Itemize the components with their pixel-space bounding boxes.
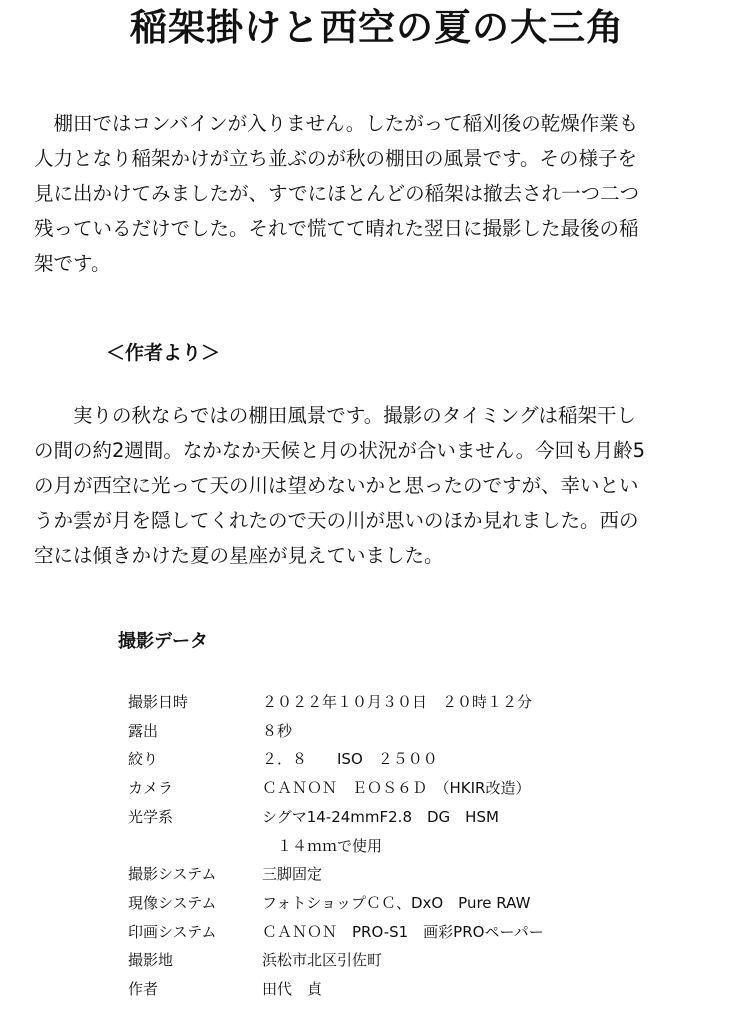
page-title: 稲架掛けと西空の夏の大三角 bbox=[130, 6, 624, 49]
data-row bbox=[128, 975, 544, 1004]
data-label: 印画システム bbox=[128, 922, 217, 941]
author-line: 空には傾きかけた夏の星座が見えていました。 bbox=[34, 544, 444, 567]
shooting-data-table bbox=[128, 688, 544, 1004]
data-value: シグマ14-24mmF2.8 DG HSM bbox=[262, 807, 499, 826]
data-value: ＣＡＮＯＮ ＥＯＳ６Ｄ （HKIR改造） bbox=[262, 779, 531, 798]
data-label: 撮影地 bbox=[128, 951, 174, 970]
data-value: ２０２２年１０月３０日 ２０時１２分 bbox=[262, 693, 533, 711]
data-row bbox=[128, 717, 544, 746]
intro-line: 残っているだけでした。それで慌てて晴れた翌日に撮影した最後の稲 bbox=[34, 217, 639, 240]
intro-line: 見に出かけてみましたが、すでにほとんどの稲架は撤去され一つ二つ bbox=[34, 182, 640, 205]
data-label: 光学系 bbox=[128, 807, 174, 826]
intro-line: 人力となり稲架かけが立ち並ぶのが秋の棚田の風景です。その様子を bbox=[34, 147, 637, 170]
data-row bbox=[128, 860, 544, 889]
data-row bbox=[128, 946, 544, 975]
data-value: １４ｍｍで使用 bbox=[262, 836, 383, 855]
data-value: ８秒 bbox=[262, 721, 293, 740]
author-line: 実りの秋ならではの棚田風景です。撮影のタイミングは稲架干し bbox=[34, 404, 636, 427]
shooting-data-heading: 撮影データ bbox=[118, 631, 208, 652]
author-line: うか雲が月を隠してくれたので天の川が思いのほか見れました。西の bbox=[34, 509, 639, 532]
data-value: ２．８ ISO ２５００ bbox=[262, 750, 438, 769]
data-value: 三脚固定 bbox=[262, 865, 323, 884]
data-value: 浜松市北区引佐町 bbox=[262, 951, 383, 970]
data-row bbox=[128, 774, 544, 803]
data-row bbox=[128, 889, 544, 918]
author-paragraph bbox=[34, 398, 724, 573]
data-label: 撮影日時 bbox=[128, 693, 189, 711]
data-label: 作者 bbox=[128, 980, 159, 999]
data-label bbox=[128, 832, 262, 861]
data-row bbox=[128, 918, 544, 947]
data-label: 撮影システム bbox=[128, 865, 217, 884]
intro-line: 架です。 bbox=[34, 252, 111, 275]
data-value: ＣＡＮＯＮ PRO-S1 画彩PROペーパー bbox=[262, 922, 544, 941]
data-value: フォトショップＣＣ、DxO Pure RAW bbox=[262, 893, 531, 912]
author-line: の間の約2週間。なかなか天候と月の状況が合いません。今回も月齢5 bbox=[34, 439, 645, 462]
intro-line: 棚田ではコンバインが入りません。したがって稲刈後の乾燥作業も bbox=[34, 112, 639, 135]
data-label: 絞り bbox=[128, 750, 159, 769]
author-line: の月が西空に光って天の川は望めないかと思ったのですが、幸いとい bbox=[34, 474, 639, 497]
data-row bbox=[128, 745, 544, 774]
intro-paragraph bbox=[34, 106, 724, 281]
data-row bbox=[128, 688, 544, 717]
data-label: 現像システム bbox=[128, 893, 217, 912]
data-label: カメラ bbox=[128, 779, 174, 798]
data-label: 露出 bbox=[128, 721, 159, 740]
data-row bbox=[128, 803, 544, 832]
data-row bbox=[128, 832, 544, 861]
data-value: 田代 貞 bbox=[262, 980, 323, 999]
author-heading: ＜作者より＞ bbox=[106, 342, 221, 364]
